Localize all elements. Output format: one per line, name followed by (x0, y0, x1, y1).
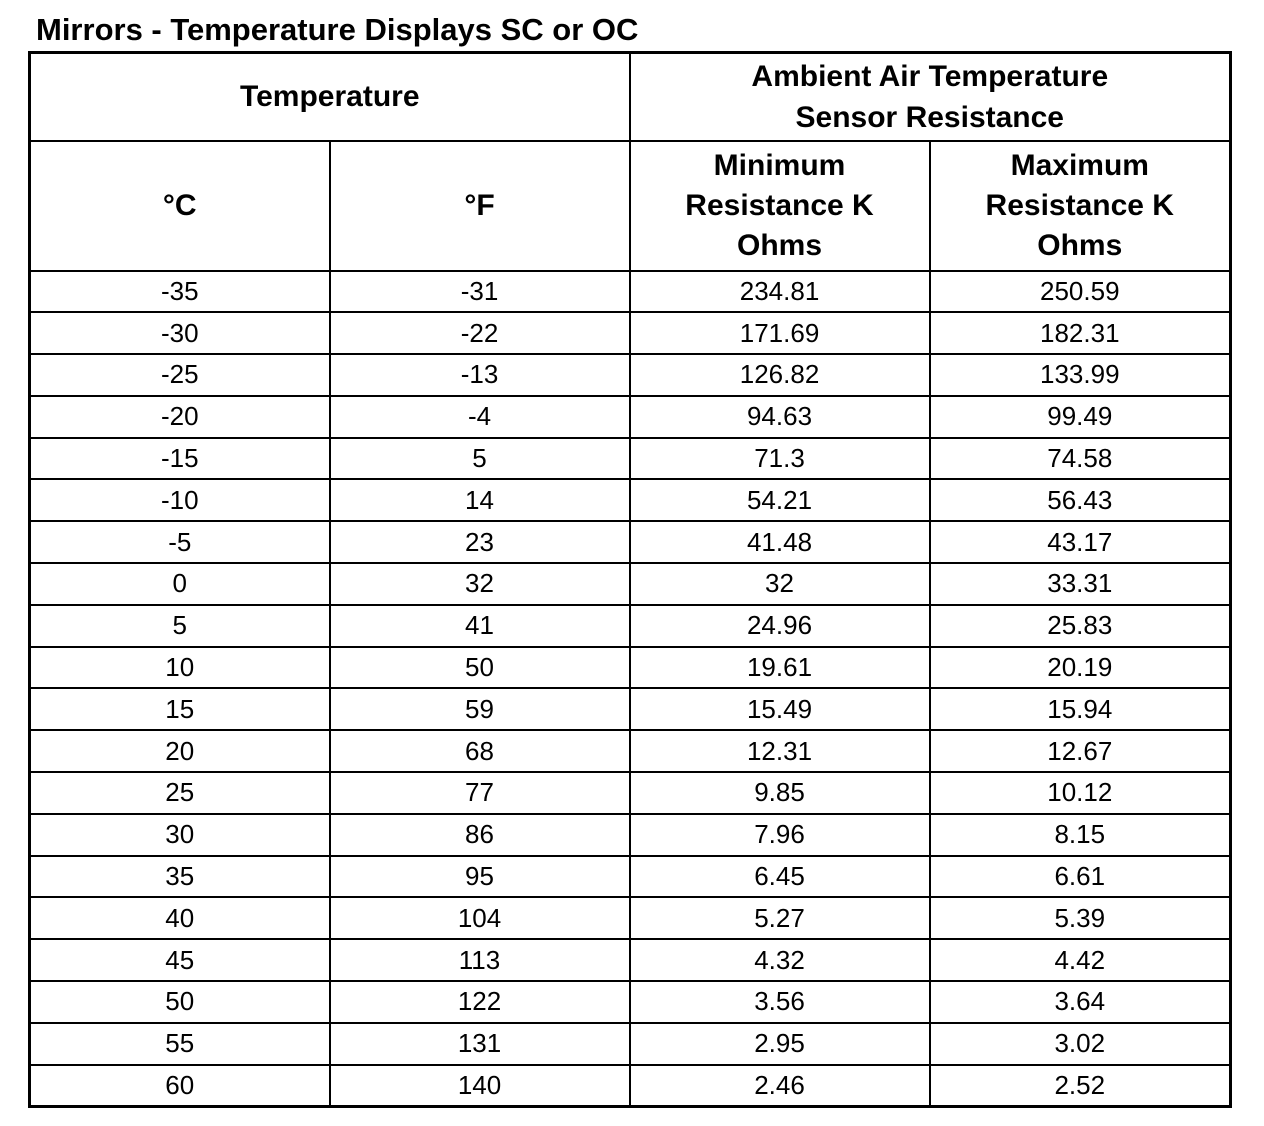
header-min-resistance (630, 141, 930, 271)
max-resistance-cell: 20.19 (930, 647, 1231, 689)
page-title: Mirrors - Temperature Displays SC or OC (36, 12, 639, 47)
celsius-cell: 25 (30, 772, 330, 814)
fahrenheit-cell: 23 (330, 521, 630, 563)
min-resistance-cell: 94.63 (630, 396, 930, 438)
fahrenheit-cell: 14 (330, 479, 630, 521)
header-sensor-line2: Sensor Resistance (795, 100, 1064, 134)
min-resistance-cell: 9.85 (630, 772, 930, 814)
min-resistance-cell: 32 (630, 563, 930, 605)
min-resistance-cell: 126.82 (630, 354, 930, 396)
table-row (30, 312, 1231, 354)
table-row (30, 730, 1231, 772)
header-temperature: Temperature (30, 53, 630, 141)
fahrenheit-cell: 68 (330, 730, 630, 772)
celsius-cell: -20 (30, 396, 330, 438)
min-resistance-cell: 234.81 (630, 271, 930, 313)
fahrenheit-cell: 95 (330, 856, 630, 898)
table-row (30, 271, 1231, 313)
celsius-cell: -35 (30, 271, 330, 313)
max-resistance-cell: 74.58 (930, 438, 1231, 480)
table-row (30, 354, 1231, 396)
fahrenheit-cell: -31 (330, 271, 630, 313)
min-resistance-cell: 3.56 (630, 981, 930, 1023)
max-resistance-cell: 133.99 (930, 354, 1231, 396)
celsius-cell: 30 (30, 814, 330, 856)
fahrenheit-cell: 113 (330, 939, 630, 981)
header-row-group (30, 53, 1231, 141)
max-resistance-cell: 56.43 (930, 479, 1231, 521)
celsius-cell: 0 (30, 563, 330, 605)
min-resistance-cell: 71.3 (630, 438, 930, 480)
table-row (30, 856, 1231, 898)
fahrenheit-cell: 104 (330, 897, 630, 939)
table-row (30, 688, 1231, 730)
fahrenheit-cell: -4 (330, 396, 630, 438)
celsius-cell: 35 (30, 856, 330, 898)
table-row (30, 772, 1231, 814)
table-row (30, 1065, 1231, 1107)
min-resistance-cell: 5.27 (630, 897, 930, 939)
fahrenheit-cell: -13 (330, 354, 630, 396)
celsius-cell: 60 (30, 1065, 330, 1107)
header-min-line1: Minimum (713, 148, 846, 182)
max-resistance-cell: 8.15 (930, 814, 1231, 856)
min-resistance-cell: 7.96 (630, 814, 930, 856)
header-row-columns (30, 141, 1231, 271)
fahrenheit-cell: -22 (330, 312, 630, 354)
table-row (30, 605, 1231, 647)
max-resistance-cell: 10.12 (930, 772, 1231, 814)
min-resistance-cell: 24.96 (630, 605, 930, 647)
fahrenheit-cell: 122 (330, 981, 630, 1023)
max-resistance-cell: 33.31 (930, 563, 1231, 605)
celsius-cell: 50 (30, 981, 330, 1023)
table-row (30, 438, 1231, 480)
max-resistance-cell: 3.64 (930, 981, 1231, 1023)
celsius-cell: 45 (30, 939, 330, 981)
fahrenheit-cell: 140 (330, 1065, 630, 1107)
celsius-cell: 55 (30, 1023, 330, 1065)
min-resistance-cell: 171.69 (630, 312, 930, 354)
fahrenheit-cell: 86 (330, 814, 630, 856)
header-min-line3: Ohms (737, 228, 823, 262)
fahrenheit-cell: 77 (330, 772, 630, 814)
max-resistance-cell: 3.02 (930, 1023, 1231, 1065)
table-body (30, 271, 1231, 1107)
min-resistance-cell: 54.21 (630, 479, 930, 521)
table-row (30, 939, 1231, 981)
max-resistance-cell: 43.17 (930, 521, 1231, 563)
max-resistance-cell: 99.49 (930, 396, 1231, 438)
fahrenheit-cell: 131 (330, 1023, 630, 1065)
celsius-cell: -30 (30, 312, 330, 354)
min-resistance-cell: 41.48 (630, 521, 930, 563)
header-max-line3: Ohms (1037, 228, 1123, 262)
fahrenheit-cell: 5 (330, 438, 630, 480)
max-resistance-cell: 2.52 (930, 1065, 1231, 1107)
min-resistance-cell: 6.45 (630, 856, 930, 898)
table-row (30, 563, 1231, 605)
table-row (30, 396, 1231, 438)
min-resistance-cell: 19.61 (630, 647, 930, 689)
max-resistance-cell: 250.59 (930, 271, 1231, 313)
celsius-cell: 40 (30, 897, 330, 939)
header-sensor-resistance (630, 53, 1231, 141)
celsius-cell: 20 (30, 730, 330, 772)
celsius-cell: 5 (30, 605, 330, 647)
celsius-cell: -5 (30, 521, 330, 563)
min-resistance-cell: 2.95 (630, 1023, 930, 1065)
fahrenheit-cell: 59 (330, 688, 630, 730)
table-row (30, 647, 1231, 689)
header-max-resistance (930, 141, 1231, 271)
header-max-line2: Resistance K (985, 188, 1174, 222)
min-resistance-cell: 2.46 (630, 1065, 930, 1107)
max-resistance-cell: 182.31 (930, 312, 1231, 354)
celsius-cell: -10 (30, 479, 330, 521)
celsius-cell: -25 (30, 354, 330, 396)
header-min-line2: Resistance K (685, 188, 874, 222)
celsius-cell: 10 (30, 647, 330, 689)
celsius-cell: -15 (30, 438, 330, 480)
fahrenheit-cell: 50 (330, 647, 630, 689)
header-celsius: °C (30, 141, 330, 271)
header-fahrenheit: °F (330, 141, 630, 271)
header-max-line1: Maximum (1010, 148, 1149, 182)
max-resistance-cell: 25.83 (930, 605, 1231, 647)
table-row (30, 897, 1231, 939)
table-row (30, 1023, 1231, 1065)
max-resistance-cell: 15.94 (930, 688, 1231, 730)
table-row (30, 521, 1231, 563)
min-resistance-cell: 15.49 (630, 688, 930, 730)
fahrenheit-cell: 32 (330, 563, 630, 605)
table-row (30, 479, 1231, 521)
min-resistance-cell: 12.31 (630, 730, 930, 772)
table-row (30, 981, 1231, 1023)
table-row (30, 814, 1231, 856)
max-resistance-cell: 4.42 (930, 939, 1231, 981)
max-resistance-cell: 6.61 (930, 856, 1231, 898)
min-resistance-cell: 4.32 (630, 939, 930, 981)
fahrenheit-cell: 41 (330, 605, 630, 647)
max-resistance-cell: 12.67 (930, 730, 1231, 772)
header-sensor-line1: Ambient Air Temperature (751, 59, 1109, 93)
max-resistance-cell: 5.39 (930, 897, 1231, 939)
resistance-table (28, 51, 1232, 1108)
celsius-cell: 15 (30, 688, 330, 730)
